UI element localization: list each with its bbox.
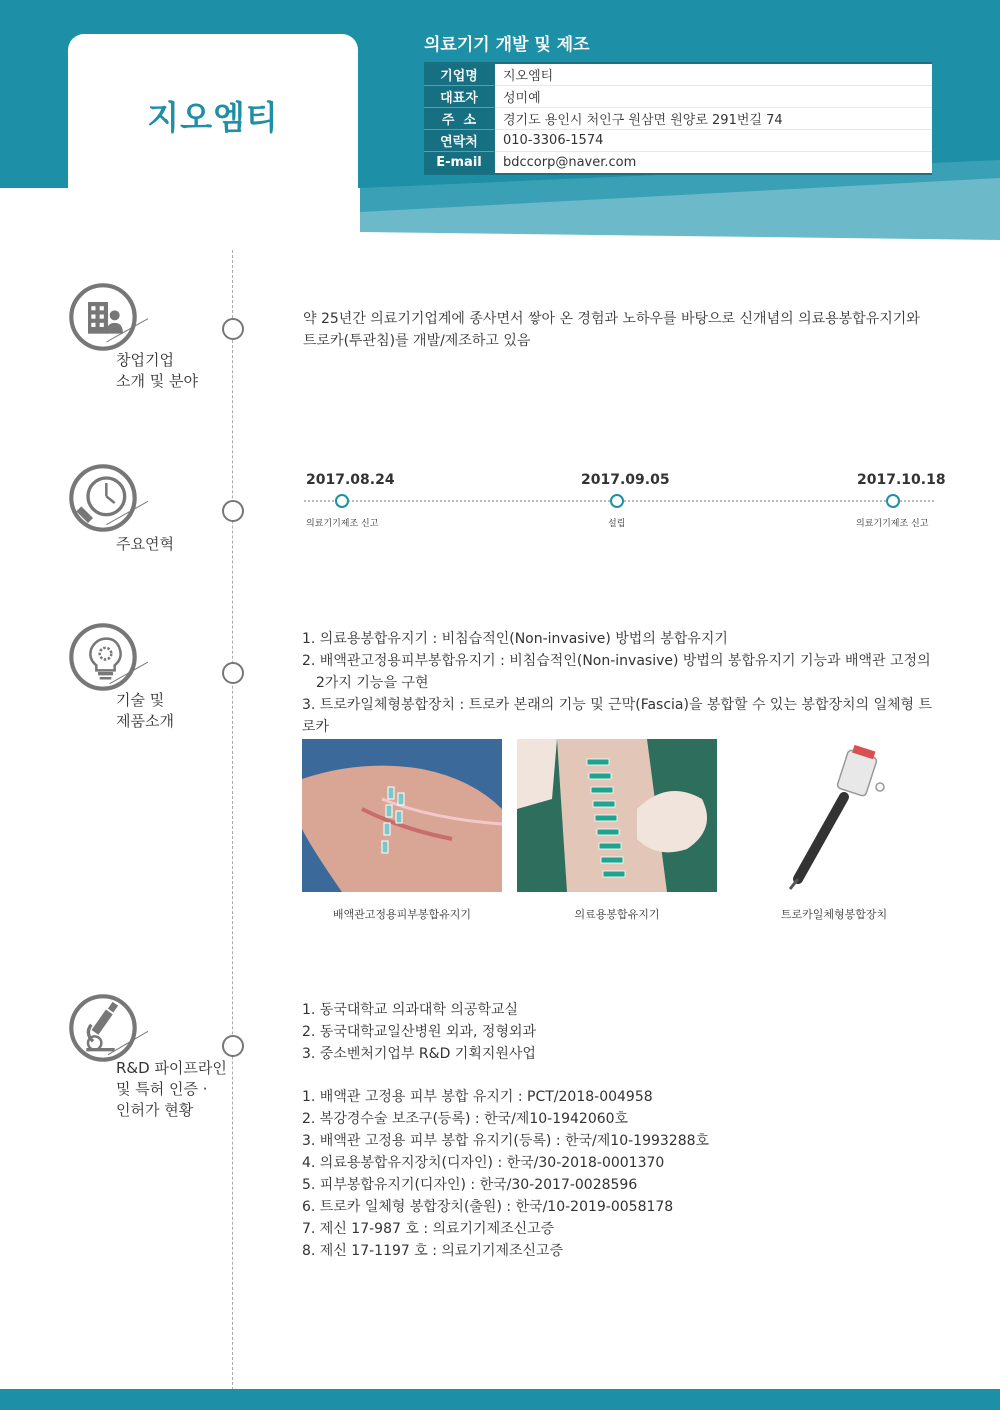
label-line: 인허가 현황 — [116, 1101, 194, 1119]
list-item: 2가지 기능을 구현 — [316, 675, 429, 691]
list-item: 2. 동국대학교일산병원 외과, 정형외과 — [302, 1024, 537, 1040]
label-line: R&D 파이프라인 — [116, 1059, 227, 1077]
info-label: E-mail — [424, 152, 495, 175]
label-line: 창업기업 — [116, 351, 174, 369]
info-label: 주 소 — [424, 108, 495, 130]
list-item: 4. 의료용봉합유지장치(디자인) : 한국/30-2018-0001370 — [302, 1155, 665, 1171]
list-item: 3. 배액관 고정용 피부 봉합 유지기(등록) : 한국/제10-1993288호 — [302, 1133, 710, 1149]
info-value: 경기도 용인시 처인구 원삼면 원양로 291번길 74 — [495, 108, 933, 130]
photo-caption: 의료용봉합유지기 — [574, 908, 660, 921]
clock-pencil-icon — [68, 458, 148, 538]
building-person-icon — [68, 277, 148, 357]
info-label: 연락처 — [424, 130, 495, 152]
footer-bar — [0, 1389, 1000, 1410]
label-line: 및 특허 인증 · — [116, 1080, 208, 1098]
section-label-rnd — [116, 1058, 227, 1121]
photo-caption: 트로카일체형봉합장치 — [780, 908, 888, 921]
list-item: 5. 피부봉합유지기(디자인) : 한국/30-2017-0028596 — [302, 1177, 638, 1193]
rnd-pipeline-list — [302, 999, 938, 1065]
info-value: bdccorp@naver.com — [495, 152, 933, 175]
history-dot — [610, 494, 624, 508]
company-name: 지오엠티 — [147, 98, 279, 137]
info-value: 성미예 — [495, 86, 933, 108]
history-desc: 의료기기제조 신고 — [306, 519, 379, 529]
info-row-email — [424, 152, 932, 175]
list-item: 2. 배액관고정용피부봉합유지기 : 비침습적인(Non-invasive) 방법의 봉합유지기 기능과 배액관 고정의 — [302, 653, 931, 669]
list-item: 1. 배액관 고정용 피부 봉합 유지기 : PCT/2018-004958 — [302, 1089, 653, 1105]
label-line: 기술 및 — [116, 691, 165, 709]
drain-suture-holder-photo — [302, 739, 502, 892]
label-line: 소개 및 분야 — [116, 372, 198, 390]
tech-list — [302, 628, 938, 738]
medical-suture-holder-photo — [517, 739, 717, 892]
business-field-title: 의료기기 개발 및 제조 — [424, 35, 590, 55]
patent-list — [302, 1086, 938, 1262]
label-line: 제품소개 — [116, 712, 174, 730]
list-item: 8. 제신 17-1197 호 : 의료기기제조신고증 — [302, 1243, 564, 1259]
timeline-node — [222, 500, 244, 522]
list-item: 1. 동국대학교 의과대학 의공학교실 — [302, 1002, 519, 1018]
section-label-tech — [116, 690, 174, 732]
microscope-icon — [68, 988, 148, 1068]
info-label: 대표자 — [424, 86, 495, 108]
history-desc: 의료기기제조 신고 — [856, 519, 929, 529]
history-date: 2017.09.05 — [581, 472, 670, 488]
info-row-company — [424, 63, 932, 86]
section-label-intro — [116, 350, 198, 392]
list-item: 3. 트로카일체형봉합장치 : 트로카 본래의 기능 및 근막(Fascia)을 봉합할 수 있는 봉합장치의 일체형 트로카 — [302, 697, 933, 735]
list-item: 3. 중소벤처기업부 R&D 기획지원사업 — [302, 1046, 536, 1062]
photo-caption: 배액관고정용피부봉합유지기 — [332, 908, 472, 921]
history-desc: 설립 — [608, 519, 626, 529]
history-dot — [335, 494, 349, 508]
timeline-node — [222, 318, 244, 340]
info-value: 010-3306-1574 — [495, 130, 933, 152]
list-item: 6. 트로카 일체형 봉합장치(출원) : 한국/10-2019-0058178 — [302, 1199, 674, 1215]
trocar-suture-device-photo — [734, 739, 934, 892]
intro-text: 약 25년간 의료기기업계에 종사면서 쌓아 온 경험과 노하우를 바탕으로 신개념의 의료용봉합유지기와 트로카(투관침)를 개발/제조하고 있음 — [303, 311, 920, 349]
history-dot — [886, 494, 900, 508]
lightbulb-gear-icon — [68, 617, 148, 697]
info-label: 기업명 — [424, 63, 495, 86]
info-row-ceo — [424, 86, 932, 108]
history-date: 2017.10.18 — [857, 472, 946, 488]
list-item: 1. 의료용봉합유지기 : 비침습적인(Non-invasive) 방법의 봉합유지기 — [302, 631, 728, 647]
timeline-vertical-line — [232, 250, 233, 1390]
history-date: 2017.08.24 — [306, 472, 395, 488]
list-item: 7. 제신 17-987 호 : 의료기기제조신고증 — [302, 1221, 555, 1237]
company-info-table — [424, 62, 932, 175]
timeline-node — [222, 1035, 244, 1057]
info-row-address — [424, 108, 932, 130]
timeline-node — [222, 662, 244, 684]
section-label-history: 주요연혁 — [116, 535, 174, 553]
info-row-phone — [424, 130, 932, 152]
info-value: 지오엠티 — [495, 63, 933, 86]
list-item: 2. 복강경수술 보조구(등록) : 한국/제10-1942060호 — [302, 1111, 629, 1127]
